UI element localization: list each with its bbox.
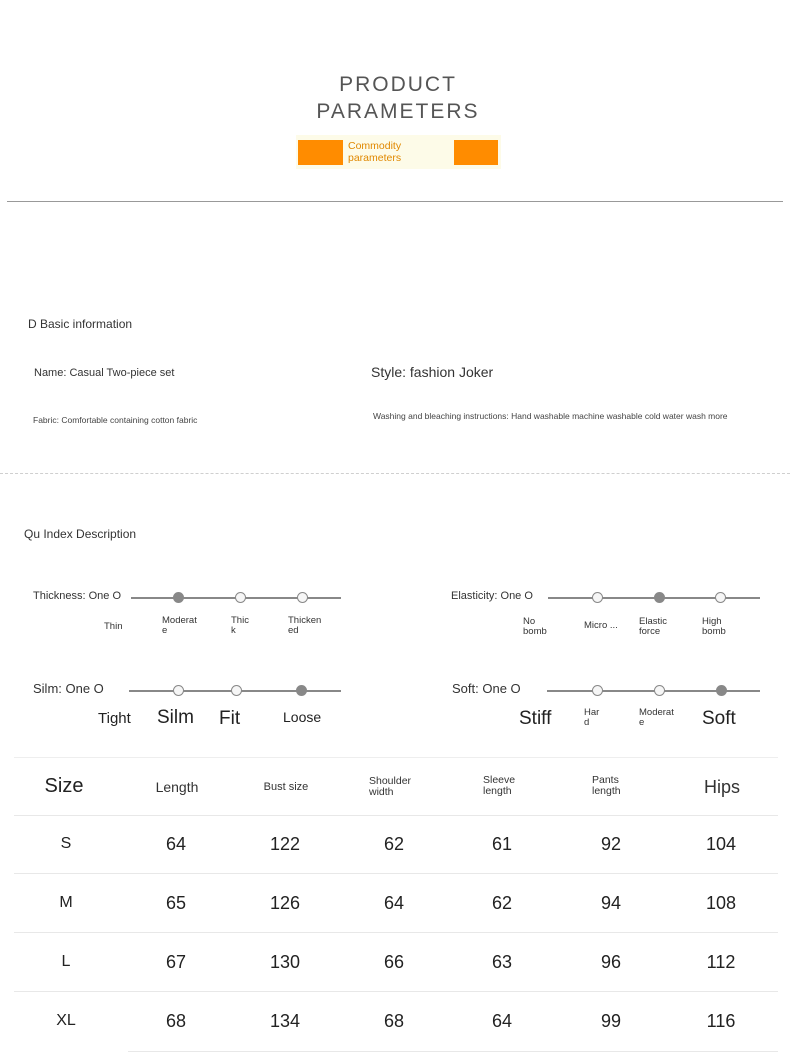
thickness-dot-1 (173, 592, 184, 603)
slim-option-2: Fit (219, 708, 241, 729)
cell-sleeve: 61 (491, 834, 513, 854)
cell-hips: 116 (706, 1011, 736, 1031)
soft-dot-3 (716, 685, 727, 696)
cell-sleeve: 62 (491, 893, 513, 913)
cell-hips: 104 (705, 834, 737, 854)
cell-pants: 94 (600, 893, 622, 913)
slim-dot-3 (296, 685, 307, 696)
cell-hips: 108 (705, 893, 737, 913)
cell-length: 67 (165, 952, 187, 972)
slim-option-3: Loose (283, 709, 322, 725)
cell-length: 64 (165, 834, 187, 854)
thickness-option-2: Thic k (231, 615, 249, 636)
elasticity-option-3: High bomb (702, 616, 726, 637)
soft-option-2: Moderat e (639, 707, 674, 728)
soft-option-0: Stiff (519, 708, 552, 729)
cell-pants: 99 (600, 1011, 622, 1031)
product-name: Name: Casual Two-piece set (34, 367, 175, 379)
cell-length: 68 (165, 1011, 187, 1031)
cell-bust: 126 (269, 893, 301, 913)
elasticity-label: Elasticity: One O (451, 590, 533, 602)
thickness-dot-2 (235, 592, 246, 603)
table-row-xl (14, 992, 778, 1050)
badge-text: Commodity parameters (348, 140, 402, 164)
basic-info-heading: D Basic information (28, 317, 133, 331)
elasticity-dot-3 (715, 592, 726, 603)
table-row-s (14, 815, 778, 874)
header-size: Size (44, 775, 84, 797)
cell-shoulder: 64 (383, 893, 405, 913)
cell-shoulder: 66 (383, 952, 405, 972)
elasticity-dot-1 (592, 592, 603, 603)
soft-dot-2 (654, 685, 665, 696)
soft-option-1: Har d (584, 707, 600, 728)
thickness-option-0: Thin (104, 621, 123, 632)
table-header-row (14, 757, 778, 816)
cell-shoulder: 68 (383, 1011, 405, 1031)
thickness-dot-3 (297, 592, 308, 603)
thickness-option-3: Thicken ed (288, 615, 322, 636)
title-line-1: PRODUCT (339, 73, 457, 96)
cell-sleeve: 63 (491, 952, 513, 972)
soft-label: Soft: One O (452, 681, 521, 696)
table-bottom-line (128, 1051, 778, 1052)
cell-sleeve: 64 (491, 1011, 513, 1031)
table-row-l (14, 933, 778, 992)
elasticity-option-1: Micro ... (584, 620, 618, 631)
commodity-badge (296, 135, 501, 169)
elasticity-option-0: No bomb (523, 616, 547, 637)
cell-pants: 92 (600, 834, 622, 854)
cell-size: M (59, 894, 73, 911)
slim-label: Silm: One O (33, 681, 104, 696)
thickness-label: Thickness: One O (33, 590, 122, 602)
soft-option-3: Soft (702, 708, 736, 729)
soft-dot-1 (592, 685, 603, 696)
slim-dot-2 (231, 685, 242, 696)
slim-option-1: Silm (157, 707, 194, 728)
title-line-2: PARAMETERS (316, 100, 480, 123)
section-divider (0, 473, 790, 474)
cell-pants: 96 (600, 952, 622, 972)
cell-size: XL (56, 1012, 76, 1029)
washing-instructions: Washing and bleaching instructions: Hand washable machine washable cold water wash more (373, 411, 728, 421)
header-bust: Bust size (263, 781, 309, 793)
slim-dot-1 (173, 685, 184, 696)
cell-size: S (60, 835, 72, 852)
header-hips: Hips (703, 777, 740, 797)
cell-size: L (61, 953, 71, 970)
slim-option-0: Tight (98, 710, 131, 727)
cell-shoulder: 62 (383, 834, 405, 854)
thickness-option-1: Moderat e (162, 615, 197, 636)
cell-length: 65 (165, 893, 187, 913)
header-shoulder: Shoulder width (369, 775, 412, 798)
table-row-m (14, 874, 778, 933)
cell-bust: 122 (269, 834, 301, 854)
product-style: Style: fashion Joker (371, 364, 494, 380)
elasticity-dot-2 (654, 592, 665, 603)
header-length: Length (155, 779, 199, 795)
cell-bust: 134 (269, 1011, 301, 1031)
elasticity-option-2: Elastic force (639, 616, 667, 637)
cell-hips: 112 (706, 952, 736, 972)
index-heading: Qu Index Description (24, 527, 137, 541)
header-pants: Pants length (592, 774, 621, 797)
header-divider (7, 201, 783, 202)
badge-left-block (298, 140, 343, 165)
product-fabric: Fabric: Comfortable containing cotton fabric (33, 415, 198, 425)
header-sleeve: Sleeve length (483, 774, 516, 797)
badge-right-block (454, 140, 498, 165)
cell-bust: 130 (269, 952, 301, 972)
